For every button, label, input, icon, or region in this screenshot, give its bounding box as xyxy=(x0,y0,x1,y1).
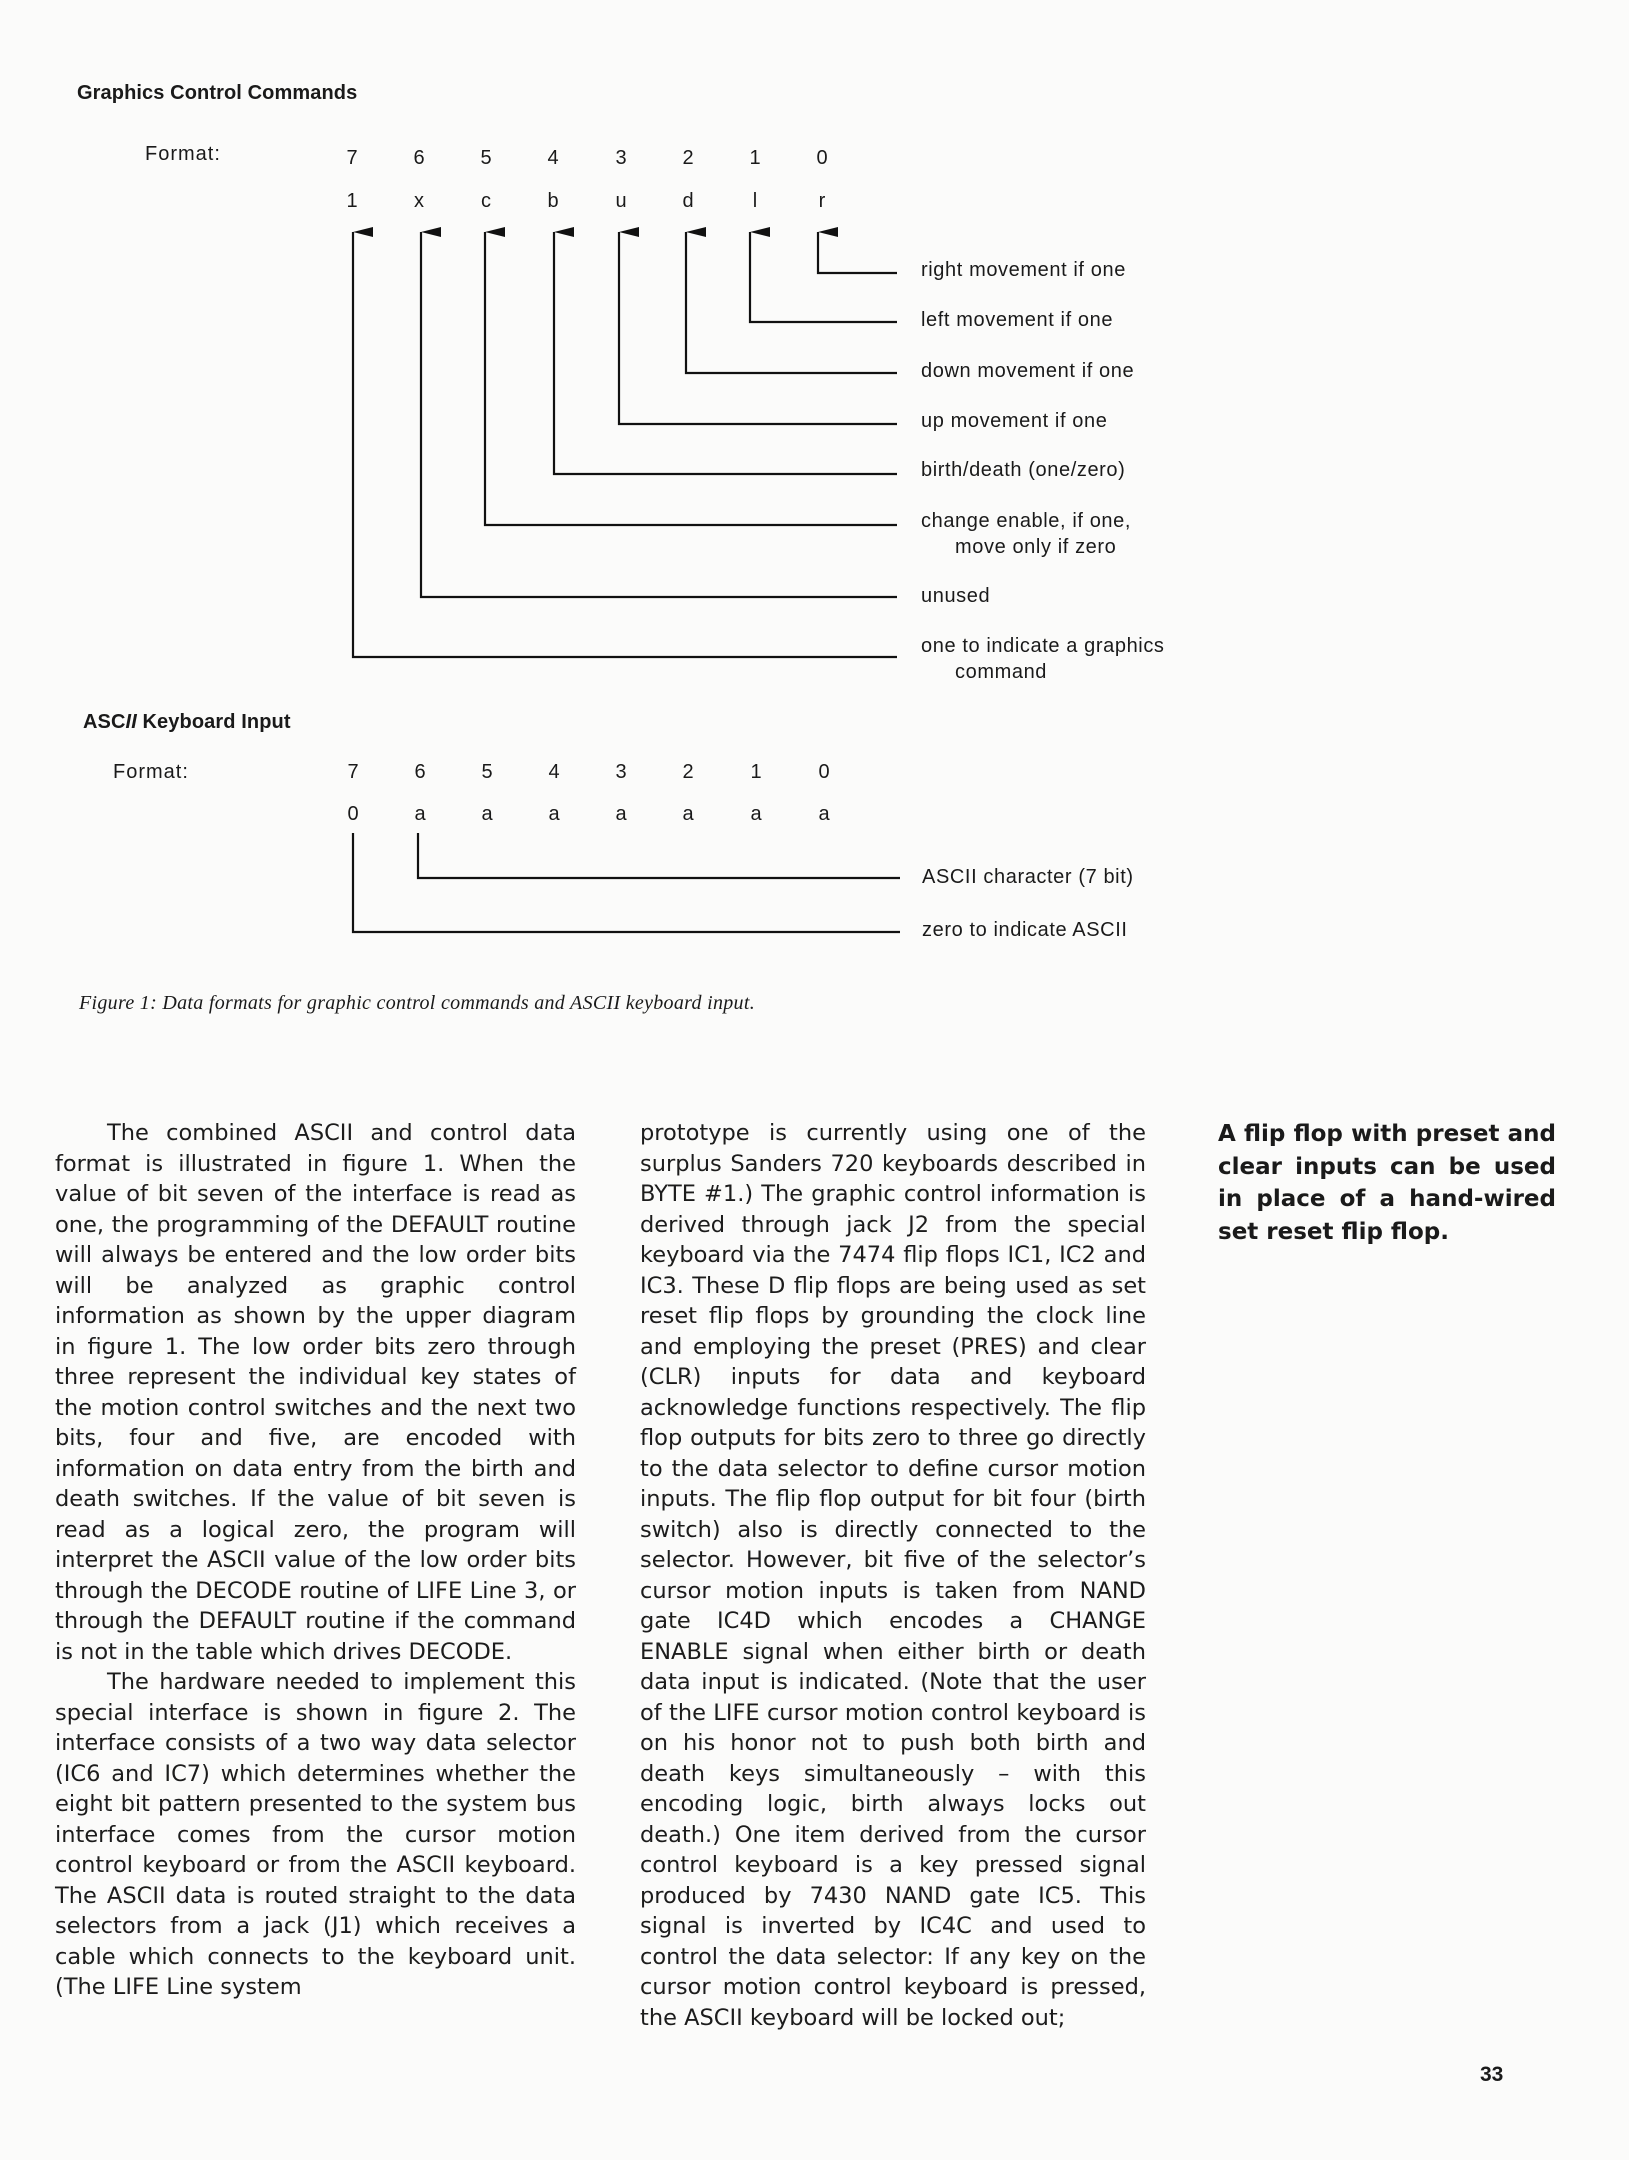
bit-code: u xyxy=(615,190,627,212)
ascii-format-label: Format: xyxy=(113,761,189,783)
arrow-bit-2 xyxy=(686,232,897,373)
margin-pull-quote: A flip flop with preset and clear inputs can be used in place of a hand-wired set reset flip flop. xyxy=(1218,1121,1556,1245)
ascii-title-part: ASC xyxy=(83,711,126,733)
ascii-line-bit-7 xyxy=(353,833,900,932)
desc-bit-6: unused xyxy=(921,585,991,607)
bit-code: b xyxy=(547,190,559,212)
desc-bit-4: birth/death (one/zero) xyxy=(921,459,1126,481)
bit-code: a xyxy=(818,803,830,825)
body-column-2 xyxy=(640,1118,1146,2033)
bit-number: 5 xyxy=(480,147,492,169)
bit-number: 7 xyxy=(347,761,359,783)
bit-code: 0 xyxy=(347,803,359,825)
arrow-bit-3 xyxy=(619,232,897,424)
desc-bit-7-line2: command xyxy=(955,661,1048,683)
bit-number: 6 xyxy=(413,147,425,169)
desc-bit-3: up movement if one xyxy=(921,410,1108,432)
figure-caption: Figure 1: Data formats for graphic control commands and ASCII keyboard input. xyxy=(79,992,756,1014)
desc-bit-7-line1: one to indicate a graphics xyxy=(921,635,1165,657)
ascii-title-part: Keyboard Input xyxy=(136,711,291,733)
desc-bit-2: down movement if one xyxy=(921,360,1135,382)
desc-bit-5-line2: move only if zero xyxy=(955,536,1117,558)
arrow-bit-1 xyxy=(750,232,897,322)
arrow-bit-0 xyxy=(818,258,897,273)
bit-code: x xyxy=(414,190,424,212)
body-column-1 xyxy=(55,1118,576,2003)
bit-number: 3 xyxy=(615,761,627,783)
bit-number: 7 xyxy=(346,147,358,169)
bit-code: d xyxy=(682,190,694,212)
graphics-format-label: Format: xyxy=(145,143,221,165)
bit-number: 4 xyxy=(548,761,560,783)
desc-bit-5 xyxy=(921,508,1131,560)
arrow-bit-7 xyxy=(353,232,897,657)
bit-code: a xyxy=(750,803,762,825)
bit-number: 1 xyxy=(749,147,761,169)
bit-number: 1 xyxy=(750,761,762,783)
bit-number: 5 xyxy=(481,761,493,783)
arrow-bit-4 xyxy=(554,232,897,474)
bit-number: 3 xyxy=(615,147,627,169)
graphics-section-title: Graphics Control Commands xyxy=(77,82,358,104)
desc-bit-5-line1: change enable, if one, xyxy=(921,510,1132,532)
bit-code: c xyxy=(481,190,491,212)
bit-code: 1 xyxy=(346,190,358,212)
desc-bit-0: right movement if one xyxy=(921,259,1126,281)
bit-code: a xyxy=(548,803,560,825)
bit-code: a xyxy=(481,803,493,825)
bit-number: 2 xyxy=(682,761,694,783)
bit-code: a xyxy=(414,803,426,825)
bit-number: 6 xyxy=(414,761,426,783)
ascii-section-title xyxy=(83,711,291,734)
bit-code: r xyxy=(818,190,826,212)
desc-bit-1: left movement if one xyxy=(921,309,1114,331)
paragraph: The combined ASCII and control data format is illustrated in figure 1. When the value of bit seven of the interface is read as one, the programming of the DEFAULT routine will always be entered and the low order bits will be analyzed as graphic control information as shown by the upper diagram in figure 1. The low order bits zero through three represent the individual key states of the motion control switches and the next two bits, four and five, are encoded with information on data entry from the birth and death switches. If the value of bit seven is read as a logical zero, the program will interpret the ASCII value of the low order bits through the DECODE routine of LIFE Line 3, or through the DEFAULT routine if the command is not in the table which drives DECODE. xyxy=(55,1120,576,1665)
desc-bit-7 xyxy=(921,633,1165,685)
desc-zero-ascii: zero to indicate ASCII xyxy=(922,919,1128,941)
arrow-bit-5 xyxy=(485,232,897,525)
desc-ascii-character: ASCII character (7 bit) xyxy=(922,866,1134,888)
page-number: 33 xyxy=(1480,2063,1504,2086)
bit-number: 2 xyxy=(682,147,694,169)
arrow-bit-6 xyxy=(421,232,897,597)
paragraph: The hardware needed to implement this special interface is shown in figure 2. The interface consists of a two way data selector (IC6 and IC7) which determines whether the eight bit pattern presented to the system bus interface comes from the cursor motion control keyboard or from the ASCII keyboard. The ASCII data is routed straight to the data selectors from a jack (J1) which receives a cable which connects to the keyboard unit. (The LIFE Line system xyxy=(55,1669,576,2000)
bit-number: 4 xyxy=(547,147,559,169)
paragraph: prototype is currently using one of the surplus Sanders 720 keyboards described in BYTE #1.) The graphic control information is derived through jack J2 from the special keyboard via the 7474 flip flops IC1, IC2 and IC3. These D flip flops are being used as set reset flip flops by grounding the clock line and employing the preset (PRES) and clear (CLR) inputs for data and keyboard acknowledge functions respectively. The flip flop outputs for bits zero to three go directly to the data selector to define cursor motion inputs. The flip flop output for bit four (birth switch) also is directly connected to the selector. However, bit five of the selector’s cursor motion inputs is taken from NAND gate IC4D which encodes a CHANGE ENABLE signal when either birth or death data input is indicated. (Note that the user of the LIFE cursor motion control keyboard is on his honor not to push both birth and death keys simultaneously – with this encoding logic, birth always locks out death.) One item derived from the cursor control keyboard is a key pressed signal produced by 7430 NAND gate IC5. This signal is inverted by IC4C and used to control the data selector: If any key on the cursor motion control keyboard is pressed, the ASCII keyboard will be locked out; xyxy=(640,1120,1146,2031)
bit-code: a xyxy=(682,803,694,825)
ascii-title-part: II xyxy=(125,711,137,733)
bit-number: 0 xyxy=(818,761,830,783)
bit-code: a xyxy=(615,803,627,825)
ascii-line-bits-6-0 xyxy=(418,833,900,878)
bit-number: 0 xyxy=(816,147,828,169)
bit-connector-diagram xyxy=(0,0,1629,1000)
bit-code: l xyxy=(752,190,758,212)
